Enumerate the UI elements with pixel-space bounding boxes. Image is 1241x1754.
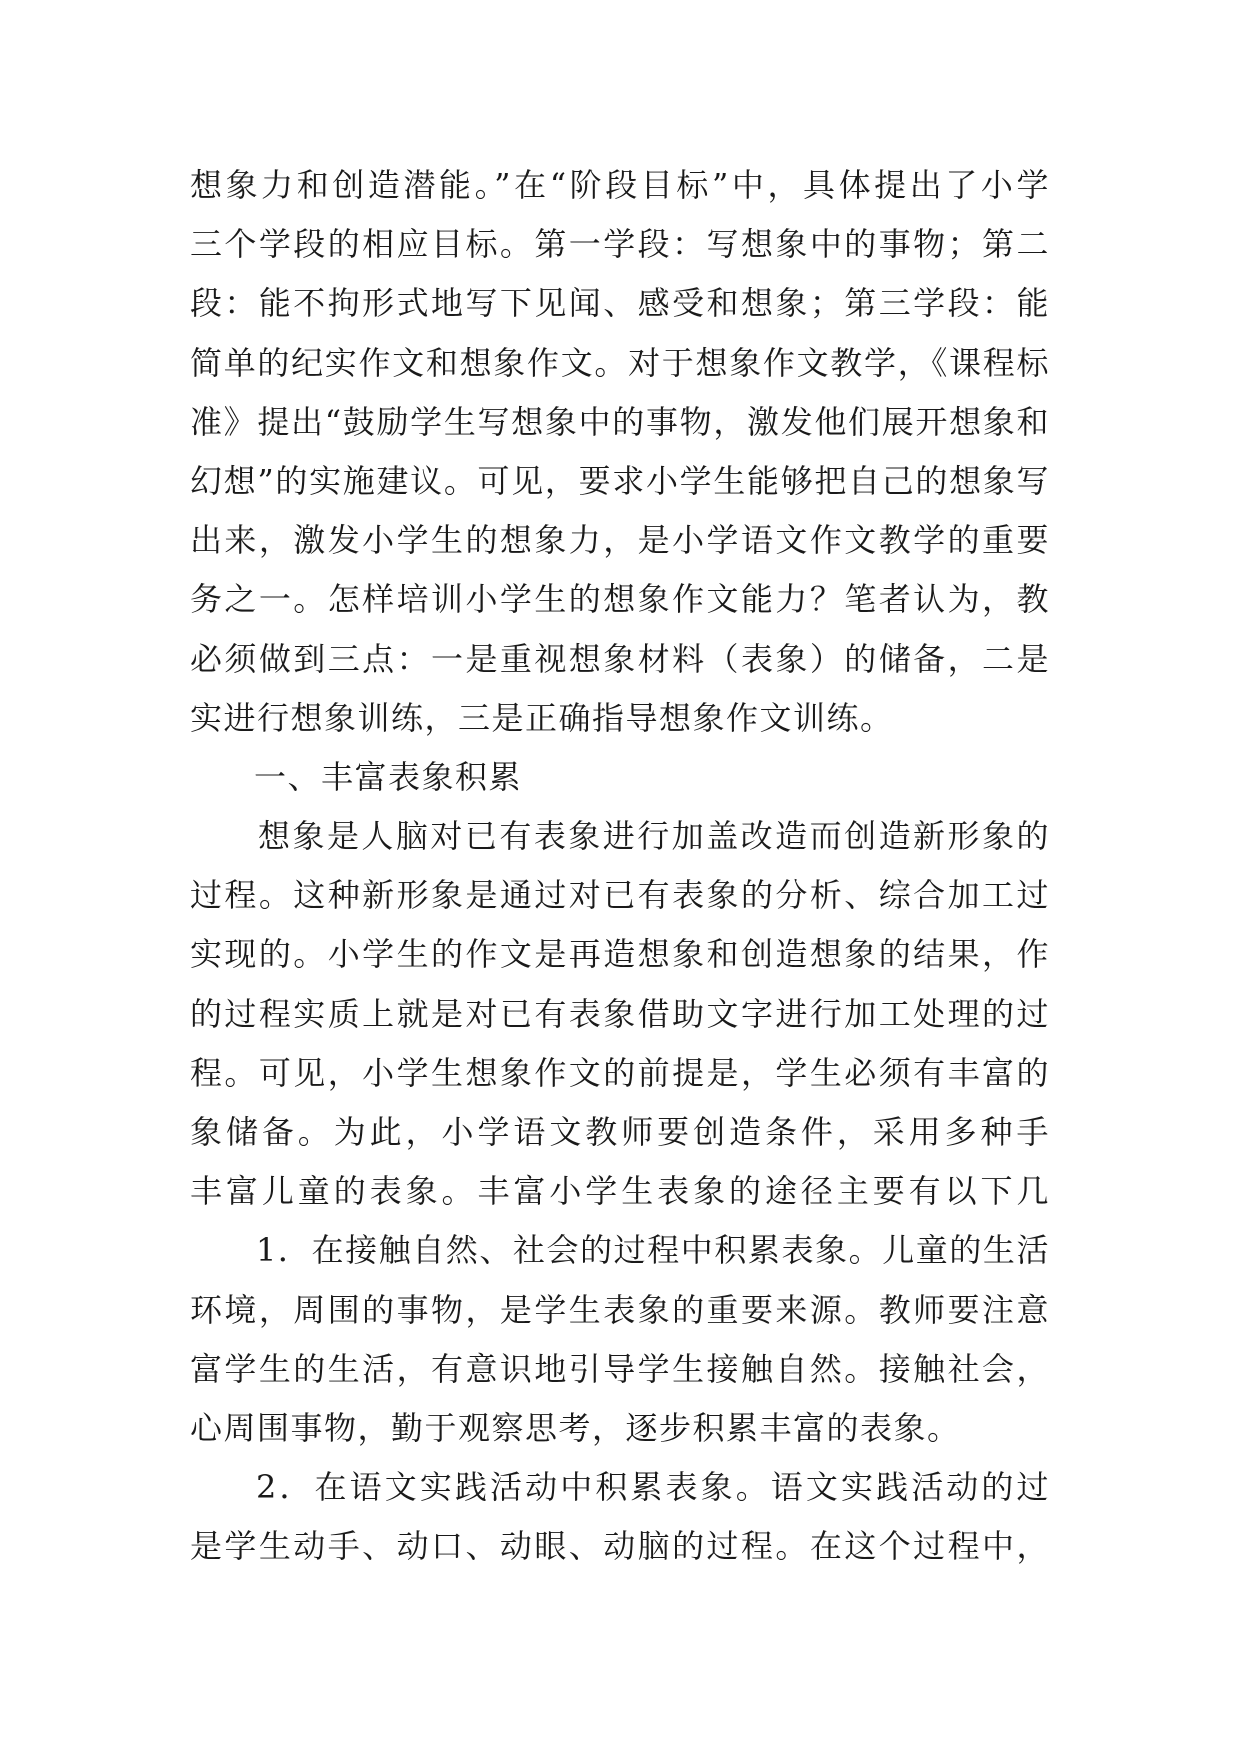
text-line: 幻想”的实施建议。可见，要求小学生能够把自己的想象写 (190, 461, 1050, 500)
text-line: 丰富儿童的表象。丰富小学生表象的途径主要有以下几 (190, 1172, 1050, 1211)
text-line: 心周围事物，勤于观察思考，逐步积累丰富的表象。 (190, 1408, 961, 1447)
list-item-line: 2．在语文实践活动中积累表象。语文实践活动的过 (256, 1468, 1050, 1507)
text-line: 准》提出“鼓励学生写想象中的事物，激发他们展开想象和 (190, 402, 1050, 441)
text-line: 简单的纪实作文和想象作文。对于想象作文教学，《课程标 (190, 343, 1050, 382)
document-body (190, 156, 1050, 1577)
text-line: 出来，激发小学生的想象力，是小学语文作文教学的重要 (190, 521, 1050, 560)
text-line: 实现的。小学生的作文是再造想象和创造想象的结果，作 (190, 935, 1050, 974)
list-item-line: 1．在接触自然、社会的过程中积累表象。儿童的生活 (256, 1231, 1050, 1270)
text-line: 富学生的生活，有意识地引导学生接触自然。接触社会， (190, 1349, 1050, 1388)
text-line: 三个学段的相应目标。第一学段：写想象中的事物；第二 (190, 225, 1050, 264)
text-line: 象储备。为此，小学语文教师要创造条件，采用多种手 (190, 1113, 1050, 1151)
text-line: 过程。这种新形象是通过对已有表象的分析、综合加工过 (190, 876, 1050, 915)
text-line: 想象力和创造潜能。”在“阶段目标”中，具体提出了小学 (190, 166, 1050, 204)
text-line: 是学生动手、动口、动眼、动脑的过程。在这个过程中， (190, 1527, 1050, 1566)
section-heading: 一、丰富表象积累 (254, 757, 523, 796)
text-line: 段：能不拘形式地写下见闻、感受和想象；第三学段：能 (190, 284, 1050, 323)
text-line: 想象是人脑对已有表象进行加盖改造而创造新形象的 (258, 817, 1050, 856)
text-line: 务之一。怎样培训小学生的想象作文能力？笔者认为，教 (190, 580, 1050, 619)
text-line: 的过程实质上就是对已有表象借助文字进行加工处理的过 (190, 994, 1050, 1033)
text-line: 实进行想象训练，三是正确指导想象作文训练。 (190, 698, 894, 737)
text-line: 程。可见，小学生想象作文的前提是，学生必须有丰富的 (190, 1053, 1050, 1092)
text-line: 必须做到三点：一是重视想象材料（表象）的储备，二是 (190, 639, 1050, 678)
text-line: 环境，周围的事物，是学生表象的重要来源。教师要注意 (190, 1290, 1050, 1329)
